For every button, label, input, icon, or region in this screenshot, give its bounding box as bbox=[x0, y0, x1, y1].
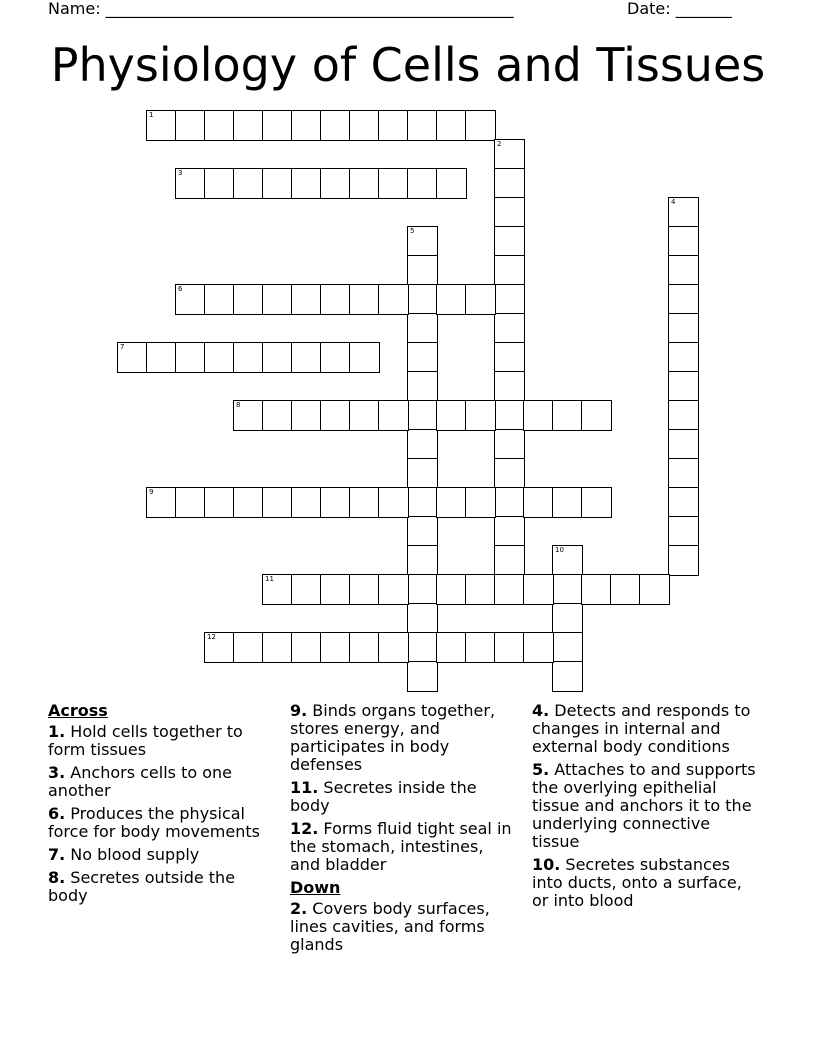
grid-cell[interactable] bbox=[610, 574, 641, 605]
down-heading: Down bbox=[290, 878, 341, 897]
grid-cell[interactable] bbox=[349, 632, 380, 663]
grid-cell[interactable] bbox=[552, 487, 583, 518]
grid-cell[interactable] bbox=[668, 197, 699, 228]
grid-cell[interactable] bbox=[494, 574, 525, 605]
clue-item-number: 12. bbox=[290, 819, 319, 838]
grid-cell[interactable] bbox=[233, 168, 264, 199]
clue-item bbox=[48, 805, 276, 841]
clue-number: 12 bbox=[207, 633, 216, 641]
grid-cell[interactable] bbox=[465, 400, 496, 431]
grid-cell[interactable] bbox=[494, 487, 525, 518]
across-heading: Across bbox=[48, 701, 108, 720]
grid-cell[interactable] bbox=[494, 458, 525, 489]
grid-cell[interactable] bbox=[378, 632, 409, 663]
grid-cell[interactable] bbox=[233, 342, 264, 373]
grid-cell[interactable] bbox=[552, 661, 583, 692]
down-clue-list-continued bbox=[532, 702, 760, 910]
clue-number: 5 bbox=[410, 227, 415, 235]
grid-cell[interactable] bbox=[407, 487, 438, 518]
date-field-label[interactable]: Date: _______ bbox=[627, 0, 732, 18]
grid-cell[interactable] bbox=[465, 487, 496, 518]
grid-cell[interactable] bbox=[233, 632, 264, 663]
grid-cell[interactable] bbox=[407, 371, 438, 402]
clue-item-text: No blood supply bbox=[65, 845, 200, 864]
clue-item-number: 10. bbox=[532, 855, 561, 874]
grid-cell[interactable] bbox=[494, 371, 525, 402]
grid-cell[interactable] bbox=[320, 168, 351, 199]
grid-cell[interactable] bbox=[494, 429, 525, 460]
grid-cell[interactable] bbox=[378, 487, 409, 518]
grid-cell[interactable] bbox=[349, 168, 380, 199]
grid-cell[interactable] bbox=[494, 168, 525, 199]
grid-cell[interactable] bbox=[407, 661, 438, 692]
clue-item-number: 2. bbox=[290, 899, 308, 918]
grid-cell[interactable] bbox=[204, 284, 235, 315]
grid-cell[interactable] bbox=[262, 574, 293, 605]
grid-cell[interactable] bbox=[494, 545, 525, 576]
grid-cell[interactable] bbox=[146, 487, 177, 518]
grid-cell[interactable] bbox=[494, 632, 525, 663]
grid-cell[interactable] bbox=[407, 110, 438, 141]
clue-item bbox=[290, 820, 518, 874]
grid-cell[interactable] bbox=[262, 284, 293, 315]
grid-cell[interactable] bbox=[436, 168, 467, 199]
clue-item bbox=[532, 702, 760, 756]
grid-cell[interactable] bbox=[320, 284, 351, 315]
grid-cell[interactable] bbox=[175, 110, 206, 141]
grid-cell[interactable] bbox=[291, 342, 322, 373]
grid-cell[interactable] bbox=[320, 342, 351, 373]
down-clue-list bbox=[290, 900, 518, 954]
grid-cell[interactable] bbox=[407, 429, 438, 460]
grid-cell[interactable] bbox=[291, 487, 322, 518]
grid-cell[interactable] bbox=[494, 342, 525, 373]
grid-cell[interactable] bbox=[146, 110, 177, 141]
grid-cell[interactable] bbox=[436, 487, 467, 518]
grid-cell[interactable] bbox=[407, 168, 438, 199]
grid-cell[interactable] bbox=[349, 110, 380, 141]
grid-cell[interactable] bbox=[639, 574, 670, 605]
grid-cell[interactable] bbox=[668, 226, 699, 257]
grid-cell[interactable] bbox=[494, 139, 525, 170]
clue-item bbox=[48, 723, 276, 759]
grid-cell[interactable] bbox=[146, 342, 177, 373]
clue-item-text: Attaches to and supports the overlying epithelial tissue and anchors it to the underlying connective tissue bbox=[532, 760, 756, 851]
clue-number: 11 bbox=[265, 575, 274, 583]
clue-number: 2 bbox=[497, 140, 502, 148]
grid-cell[interactable] bbox=[436, 574, 467, 605]
clue-number: 7 bbox=[120, 343, 125, 351]
grid-cell[interactable] bbox=[204, 110, 235, 141]
grid-cell[interactable] bbox=[320, 632, 351, 663]
grid-cell[interactable] bbox=[407, 545, 438, 576]
grid-cell[interactable] bbox=[233, 487, 264, 518]
clue-number: 6 bbox=[178, 285, 183, 293]
grid-cell[interactable] bbox=[175, 284, 206, 315]
clue-item-text: Covers body surfaces, lines cavities, and forms glands bbox=[290, 899, 490, 954]
grid-cell[interactable] bbox=[233, 110, 264, 141]
grid-cell[interactable] bbox=[494, 516, 525, 547]
grid-cell[interactable] bbox=[175, 168, 206, 199]
grid-cell[interactable] bbox=[552, 400, 583, 431]
grid-cell[interactable] bbox=[494, 197, 525, 228]
grid-cell[interactable] bbox=[320, 110, 351, 141]
grid-cell[interactable] bbox=[668, 342, 699, 373]
grid-cell[interactable] bbox=[668, 313, 699, 344]
grid-cell[interactable] bbox=[436, 110, 467, 141]
clue-number: 3 bbox=[178, 169, 183, 177]
grid-cell[interactable] bbox=[668, 371, 699, 402]
clue-item-text: Hold cells together to form tissues bbox=[48, 722, 243, 759]
grid-cell[interactable] bbox=[407, 632, 438, 663]
clue-item bbox=[48, 764, 276, 800]
clue-item-text: Produces the physical force for body movements bbox=[48, 804, 260, 841]
grid-cell[interactable] bbox=[407, 458, 438, 489]
grid-cell[interactable] bbox=[291, 400, 322, 431]
clues-column-2 bbox=[290, 702, 518, 959]
grid-cell[interactable] bbox=[262, 342, 293, 373]
clue-item bbox=[532, 761, 760, 851]
clue-item-text: Detects and responds to changes in internal and external body conditions bbox=[532, 701, 751, 756]
grid-cell[interactable] bbox=[407, 574, 438, 605]
name-field-label[interactable]: Name: ___________________________________________________ bbox=[48, 0, 514, 18]
clue-item-number: 11. bbox=[290, 778, 319, 797]
grid-cell[interactable] bbox=[349, 400, 380, 431]
grid-cell[interactable] bbox=[378, 168, 409, 199]
grid-cell[interactable] bbox=[262, 487, 293, 518]
clue-number: 4 bbox=[671, 198, 676, 206]
clue-number: 1 bbox=[149, 111, 154, 119]
grid-cell[interactable] bbox=[407, 516, 438, 547]
clue-item-text: Secretes inside the body bbox=[290, 778, 477, 815]
clue-item-number: 9. bbox=[290, 701, 308, 720]
grid-cell[interactable] bbox=[465, 574, 496, 605]
grid-cell[interactable] bbox=[291, 168, 322, 199]
grid-cell[interactable] bbox=[378, 110, 409, 141]
grid-cell[interactable] bbox=[407, 255, 438, 286]
grid-cell[interactable] bbox=[494, 400, 525, 431]
clue-item-number: 7. bbox=[48, 845, 66, 864]
clue-number: 10 bbox=[555, 546, 564, 554]
clue-item-number: 6. bbox=[48, 804, 66, 823]
clues-column-3 bbox=[532, 702, 760, 915]
clue-item-number: 3. bbox=[48, 763, 66, 782]
grid-cell[interactable] bbox=[378, 400, 409, 431]
grid-cell[interactable] bbox=[349, 342, 380, 373]
grid-cell[interactable] bbox=[668, 429, 699, 460]
grid-cell[interactable] bbox=[407, 226, 438, 257]
grid-cell[interactable] bbox=[668, 284, 699, 315]
clue-item-text: Anchors cells to one another bbox=[48, 763, 232, 800]
grid-cell[interactable] bbox=[668, 516, 699, 547]
clue-item-text: Secretes substances into ducts, onto a surface, or into blood bbox=[532, 855, 742, 910]
grid-cell[interactable] bbox=[233, 400, 264, 431]
page-title: Physiology of Cells and Tissues bbox=[50, 38, 766, 92]
grid-cell[interactable] bbox=[523, 400, 554, 431]
grid-cell[interactable] bbox=[407, 342, 438, 373]
grid-cell[interactable] bbox=[668, 400, 699, 431]
grid-cell[interactable] bbox=[552, 574, 583, 605]
across-clue-list-continued bbox=[290, 702, 518, 874]
grid-cell[interactable] bbox=[494, 313, 525, 344]
grid-cell[interactable] bbox=[349, 284, 380, 315]
grid-cell[interactable] bbox=[436, 632, 467, 663]
grid-cell[interactable] bbox=[465, 284, 496, 315]
grid-cell[interactable] bbox=[262, 632, 293, 663]
clue-number: 9 bbox=[149, 488, 154, 496]
across-clue-list bbox=[48, 723, 276, 905]
grid-cell[interactable] bbox=[407, 313, 438, 344]
grid-cell[interactable] bbox=[175, 487, 206, 518]
grid-cell[interactable] bbox=[494, 284, 525, 315]
grid-cell[interactable] bbox=[204, 168, 235, 199]
grid-cell[interactable] bbox=[465, 110, 496, 141]
clue-item bbox=[532, 856, 760, 910]
grid-cell[interactable] bbox=[407, 603, 438, 634]
clue-number: 8 bbox=[236, 401, 241, 409]
clue-item-text: Forms fluid tight seal in the stomach, intestines, and bladder bbox=[290, 819, 512, 874]
clue-item bbox=[48, 846, 276, 864]
clue-item bbox=[290, 702, 518, 774]
grid-cell[interactable] bbox=[668, 458, 699, 489]
grid-cell[interactable] bbox=[668, 487, 699, 518]
grid-cell[interactable] bbox=[668, 255, 699, 286]
grid-cell[interactable] bbox=[436, 284, 467, 315]
grid-cell[interactable] bbox=[668, 545, 699, 576]
grid-cell[interactable] bbox=[349, 574, 380, 605]
grid-cell[interactable] bbox=[552, 545, 583, 576]
clue-item-text: Secretes outside the body bbox=[48, 868, 236, 905]
grid-cell[interactable] bbox=[320, 487, 351, 518]
grid-cell[interactable] bbox=[262, 168, 293, 199]
grid-cell[interactable] bbox=[465, 632, 496, 663]
grid-cell[interactable] bbox=[175, 342, 206, 373]
clue-item-number: 5. bbox=[532, 760, 550, 779]
grid-cell[interactable] bbox=[204, 487, 235, 518]
grid-cell[interactable] bbox=[436, 400, 467, 431]
grid-cell[interactable] bbox=[494, 255, 525, 286]
grid-cell[interactable] bbox=[581, 487, 612, 518]
clue-item-number: 8. bbox=[48, 868, 66, 887]
clue-item bbox=[290, 900, 518, 954]
grid-cell[interactable] bbox=[523, 574, 554, 605]
grid-cell[interactable] bbox=[581, 400, 612, 431]
grid-cell[interactable] bbox=[291, 574, 322, 605]
clue-item-number: 4. bbox=[532, 701, 550, 720]
grid-cell[interactable] bbox=[523, 487, 554, 518]
grid-cell[interactable] bbox=[291, 284, 322, 315]
grid-cell[interactable] bbox=[204, 632, 235, 663]
grid-cell[interactable] bbox=[494, 226, 525, 257]
grid-cell[interactable] bbox=[407, 284, 438, 315]
grid-cell[interactable] bbox=[378, 284, 409, 315]
clues-column-1 bbox=[48, 702, 276, 910]
grid-cell[interactable] bbox=[320, 400, 351, 431]
grid-cell[interactable] bbox=[233, 284, 264, 315]
grid-cell[interactable] bbox=[407, 400, 438, 431]
grid-cell[interactable] bbox=[581, 574, 612, 605]
clue-item-number: 1. bbox=[48, 722, 66, 741]
grid-cell[interactable] bbox=[204, 342, 235, 373]
grid-cell[interactable] bbox=[262, 110, 293, 141]
grid-cell[interactable] bbox=[320, 574, 351, 605]
grid-cell[interactable] bbox=[349, 487, 380, 518]
grid-cell[interactable] bbox=[523, 632, 554, 663]
grid-cell[interactable] bbox=[552, 632, 583, 663]
grid-cell[interactable] bbox=[552, 603, 583, 634]
grid-cell[interactable] bbox=[378, 574, 409, 605]
grid-cell[interactable] bbox=[262, 400, 293, 431]
grid-cell[interactable] bbox=[291, 110, 322, 141]
grid-cell[interactable] bbox=[117, 342, 148, 373]
clue-item bbox=[48, 869, 276, 905]
clue-item bbox=[290, 779, 518, 815]
clue-item-text: Binds organs together, stores energy, and participates in body defenses bbox=[290, 701, 496, 774]
grid-cell[interactable] bbox=[291, 632, 322, 663]
